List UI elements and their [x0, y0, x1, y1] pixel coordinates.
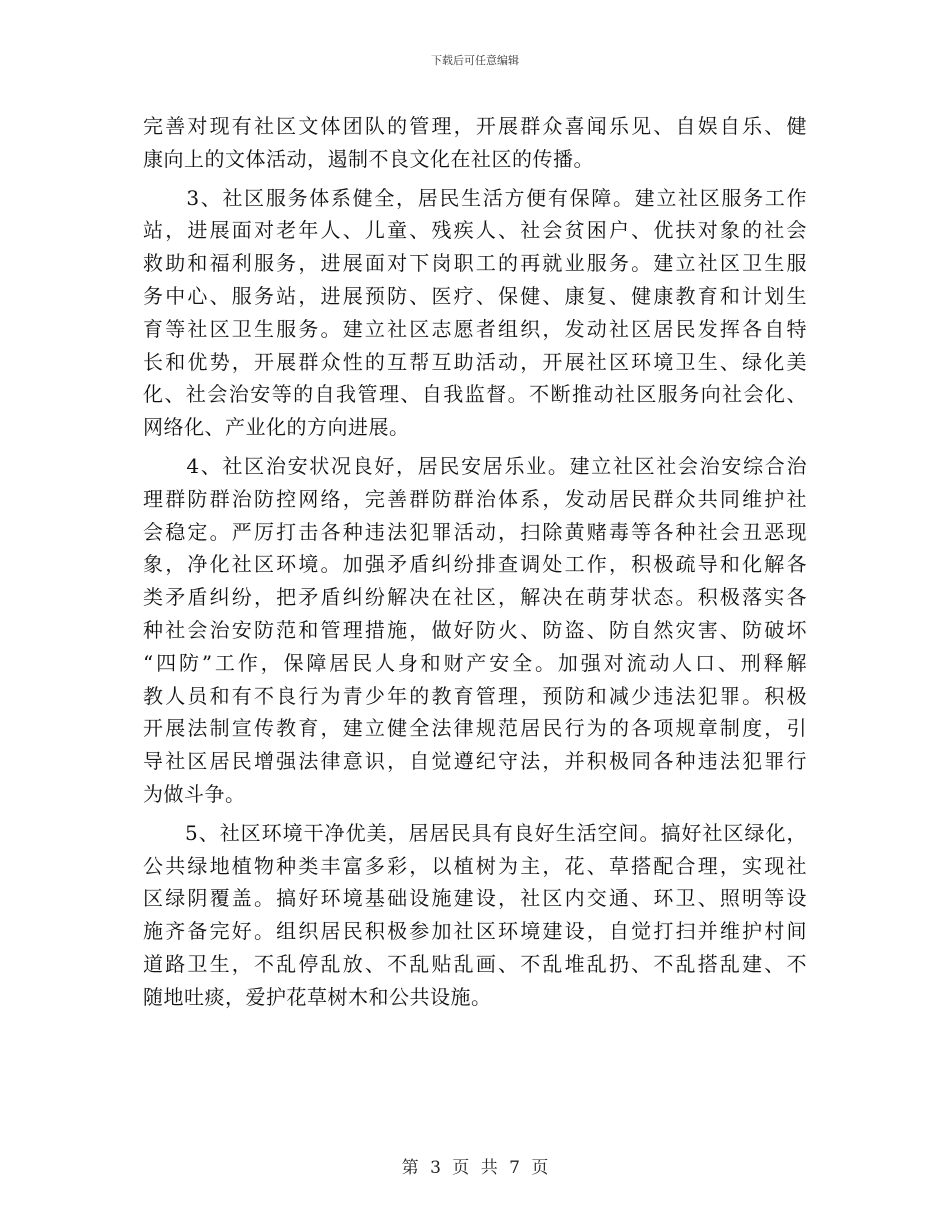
text-line: 教人员和有不良行为青少年的教育管理，预防和减少违法犯罪。积极: [143, 683, 807, 708]
text-line: 开展法制宣传教育，建立健全法律规范居民行为的各项规章制度，引: [143, 716, 807, 741]
text-line: 网络化、产业化的方向进展。: [143, 415, 410, 440]
paragraph: [143, 110, 807, 176]
text-line: 康向上的文体活动，遏制不良文化在社区的传播。: [143, 146, 594, 171]
text-line: 公共绿地植物种类丰富多彩，以植树为主，花、草搭配合理，实现社: [143, 853, 807, 878]
paragraph: [143, 450, 807, 811]
paragraph: [143, 182, 807, 444]
text-line: 导社区居民增强法律意识，自觉遵纪守法，并积极同各种违法犯罪行: [143, 749, 807, 774]
paragraph: [143, 817, 807, 1014]
text-line: 为做斗争。: [143, 781, 246, 806]
text-line: 育等社区卫生服务。建立社区志愿者组织，发动社区居民发挥各自特: [143, 316, 807, 341]
text-line: 化、社会治安等的自我管理、自我监督。不断推动社区服务向社会化、: [143, 382, 807, 407]
text-line: 施齐备完好。组织居民积极参加社区环境建设，自觉打扫并维护村间: [143, 919, 807, 944]
text-line: 长和优势，开展群众性的互帮互助活动，开展社区环境卫生、绿化美: [143, 349, 807, 374]
text-line: 区绿阴覆盖。搞好环境基础设施建设，社区内交通、环卫、照明等设: [143, 886, 807, 911]
text-line: 站，进展面对老年人、儿童、残疾人、社会贫困户、优扶对象的社会: [143, 218, 807, 243]
text-line: “四防”工作，保障居民人身和财产安全。加强对流动人口、刑释解: [143, 650, 807, 675]
text-line: 3、社区服务体系健全，居民生活方便有保障。建立社区服务工作: [143, 185, 807, 210]
text-line: 类矛盾纠纷，把矛盾纠纷解决在社区，解决在萌芽状态。积极落实各: [143, 585, 807, 610]
text-line: 种社会治安防范和管理措施，做好防火、防盗、防自然灾害、防破坏: [143, 617, 807, 642]
text-line: 完善对现有社区文体团队的管理，开展群众喜闻乐见、自娱自乐、健: [143, 114, 807, 138]
text-line: 会稳定。严厉打击各种违法犯罪活动，扫除黄赌毒等各种社会丑恶现: [143, 519, 807, 544]
page-header: 下载后可任意编辑: [431, 54, 519, 67]
text-line: 道路卫生，不乱停乱放、不乱贴乱画、不乱堆乱扔、不乱搭乱建、不: [143, 951, 807, 976]
text-line: 随地吐痰，爱护花草树木和公共设施。: [143, 984, 492, 1009]
text-line: 务中心、服务站，进展预防、医疗、保健、康复、健康教育和计划生: [143, 283, 807, 308]
text-line: 理群防群治防控网络，完善群防群治体系，发动居民群众共同维护社: [143, 486, 807, 511]
text-line: 救助和福利服务，进展面对下岗职工的再就业服务。建立社区卫生服: [143, 251, 807, 276]
text-line: 4、社区治安状况良好，居民安居乐业。建立社区社会治安综合治: [143, 453, 807, 478]
text-line: 5、社区环境干净优美，居居民具有良好生活空间。搞好社区绿化，: [143, 820, 807, 845]
page-footer: 第 3 页 共 7 页: [401, 1158, 549, 1178]
document-body: [143, 110, 807, 1014]
text-line: 象，净化社区环境。加强矛盾纠纷排查调处工作，积极疏导和化解各: [143, 552, 807, 577]
